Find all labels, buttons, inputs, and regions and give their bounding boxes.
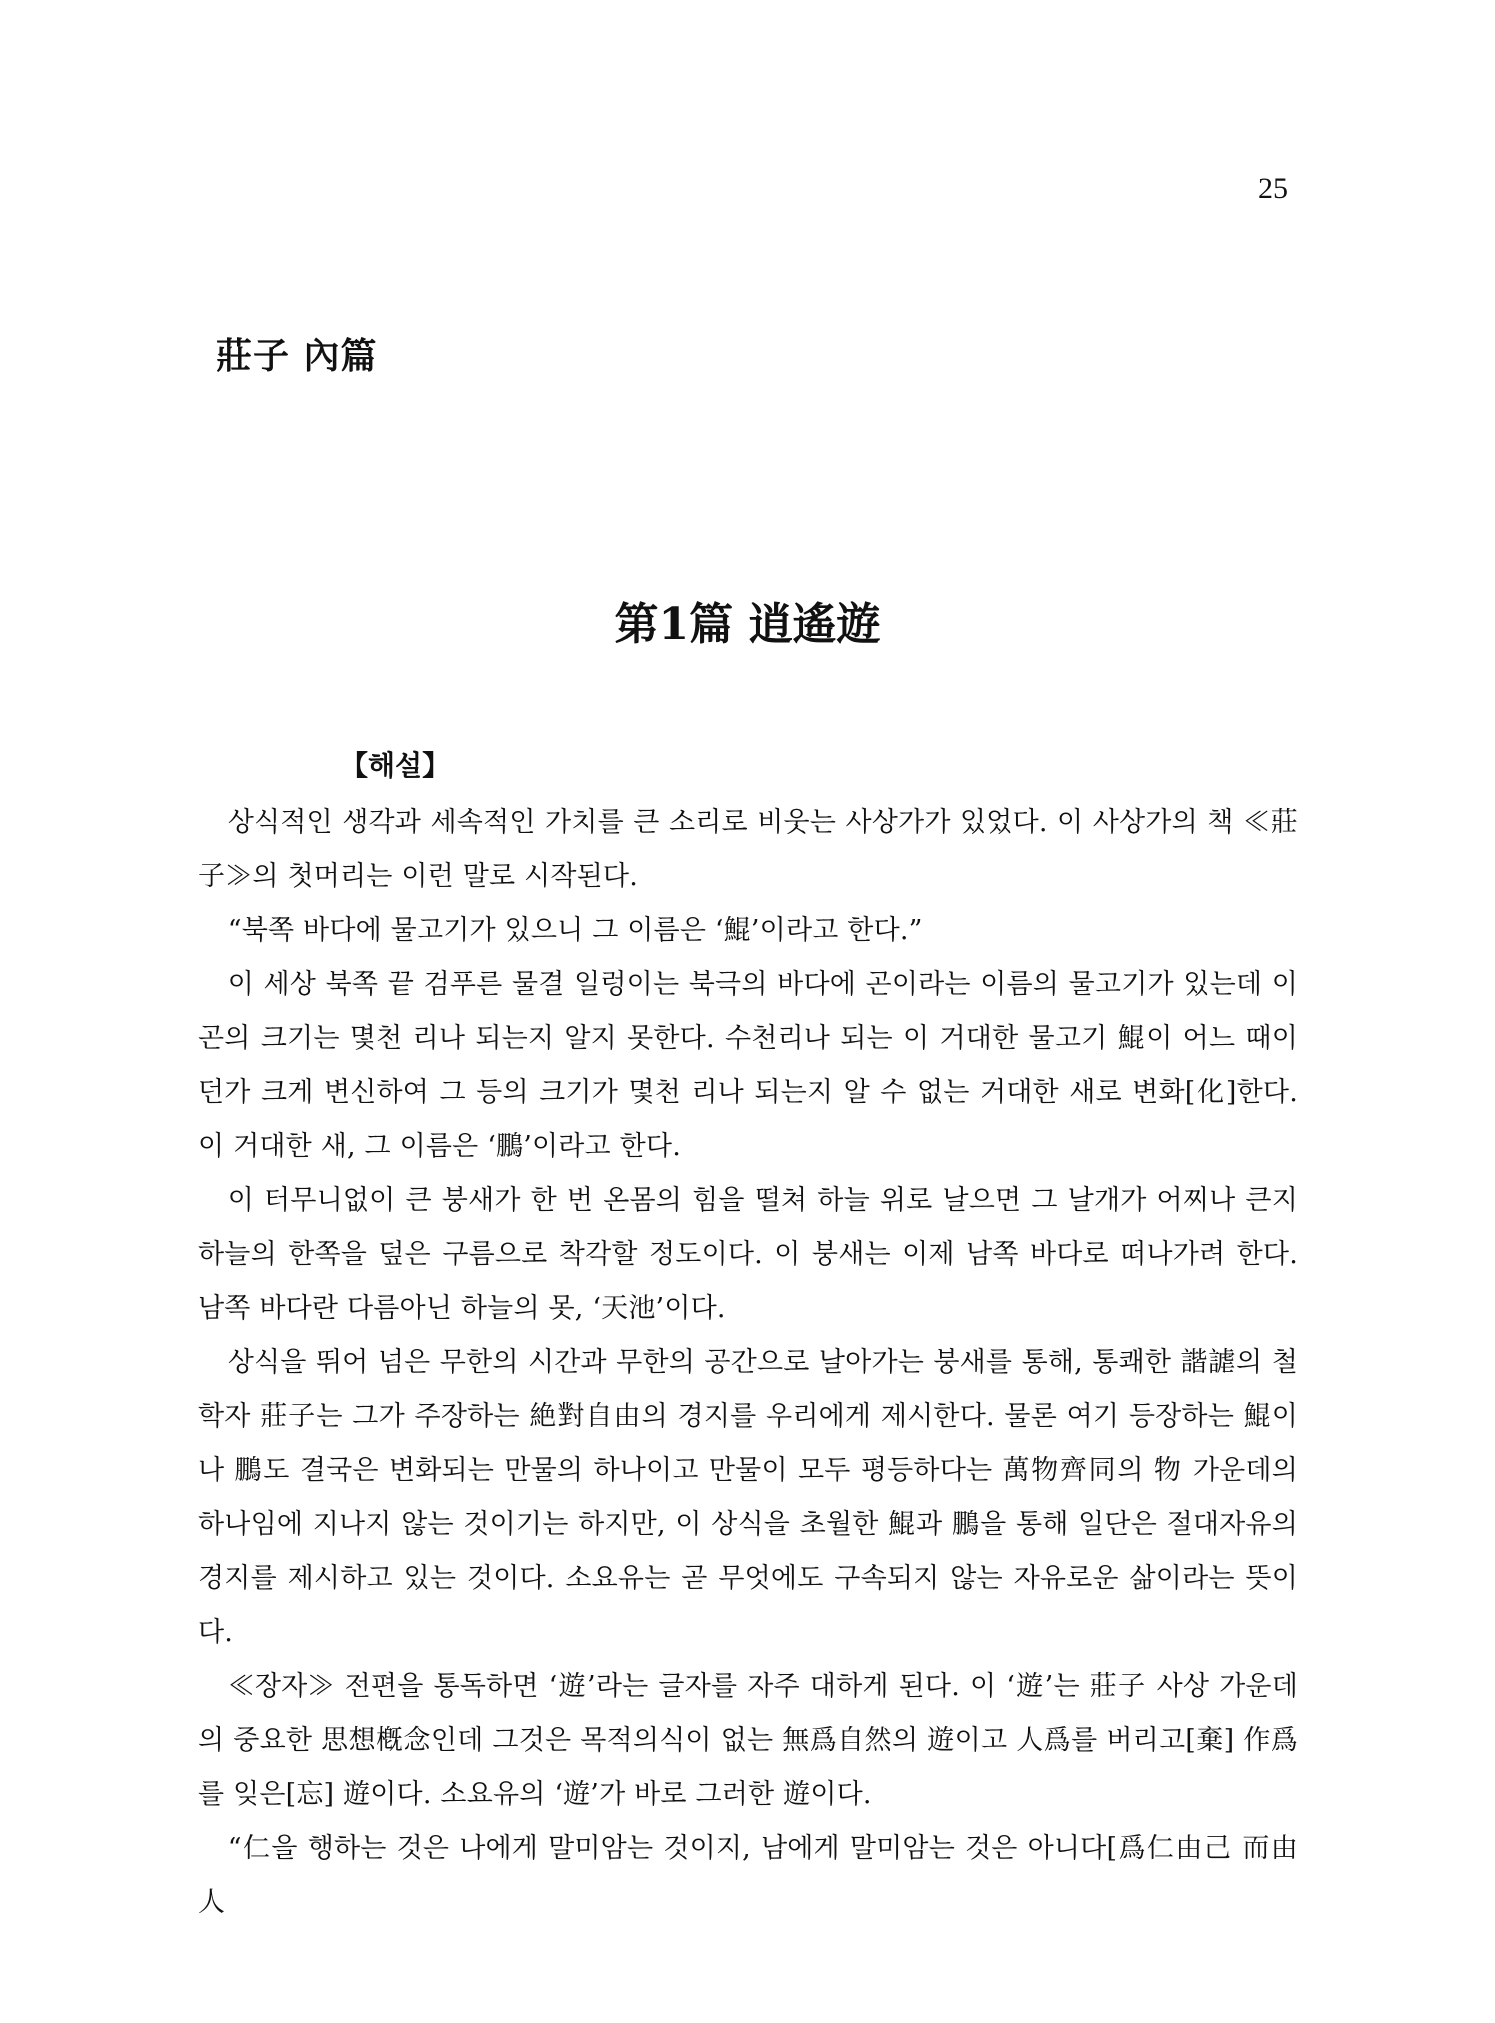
book-title: 莊子 內篇 <box>216 336 378 377</box>
body-text <box>198 796 1298 1930</box>
section-label: 【해설】 <box>340 749 451 782</box>
paragraph: ≪장자≫ 전편을 통독하면 ‘遊’라는 글자를 자주 대하게 된다. 이 ‘遊’는 莊子 사상 가운데의 중요한 思想槪念인데 그것은 목적의식이 없는 無爲自然의 遊이고 人爲를 버리고[棄] 作爲를 잊은[忘] 遊이다. 소요유의 ‘遊’가 바로 그러한 遊이다. <box>198 1671 1298 1810</box>
paragraph: “仁을 행하는 것은 나에게 말미암는 것이지, 남에게 말미암는 것은 아니다[爲仁由己 而由人 <box>198 1833 1298 1918</box>
chapter-title: 第1篇 逍遙遊 <box>614 599 881 650</box>
page-number: 25 <box>1258 172 1288 205</box>
paragraph: 이 터무니없이 큰 붕새가 한 번 온몸의 힘을 떨쳐 하늘 위로 날으면 그 날개가 어찌나 큰지 하늘의 한쪽을 덮은 구름으로 착각할 정도이다. 이 붕새는 이제 남쪽 바다로 떠나가려 한다. 남쪽 바다란 다름아닌 하늘의 못, ‘天池’이다. <box>198 1185 1298 1324</box>
paragraph: 상식적인 생각과 세속적인 가치를 큰 소리로 비웃는 사상가가 있었다. 이 사상가의 책 ≪莊子≫의 첫머리는 이런 말로 시작된다. <box>198 807 1298 892</box>
paragraph: “북쪽 바다에 물고기가 있으니 그 이름은 ‘鯤’이라고 한다.” <box>227 915 923 946</box>
paragraph: 이 세상 북쪽 끝 검푸른 물결 일렁이는 북극의 바다에 곤이라는 이름의 물고기가 있는데 이 곤의 크기는 몇천 리나 되는지 알지 못한다. 수천리나 되는 이 거대한 물고기 鯤이 어느 때이던가 크게 변신하여 그 등의 크기가 몇천 리나 되는지 알 수 없는 거대한 새로 변화[化]한다. 이 거대한 새, 그 이름은 ‘鵬’이라고 한다. <box>198 969 1298 1162</box>
paragraph: 상식을 뛰어 넘은 무한의 시간과 무한의 공간으로 날아가는 붕새를 통해, 통쾌한 諧謔의 철학자 莊子는 그가 주장하는 絶對自由의 경지를 우리에게 제시한다. 물론 여기 등장하는 鯤이나 鵬도 결국은 변화되는 만물의 하나이고 만물이 모두 평등하다는 萬物齊同의 物 가운데의 하나임에 지나지 않는 것이기는 하지만, 이 상식을 초월한 鯤과 鵬을 통해 일단은 절대자유의 경지를 제시하고 있는 것이다. 소요유는 곧 무엇에도 구속되지 않는 자유로운 삶이라는 뜻이다. <box>198 1347 1298 1648</box>
